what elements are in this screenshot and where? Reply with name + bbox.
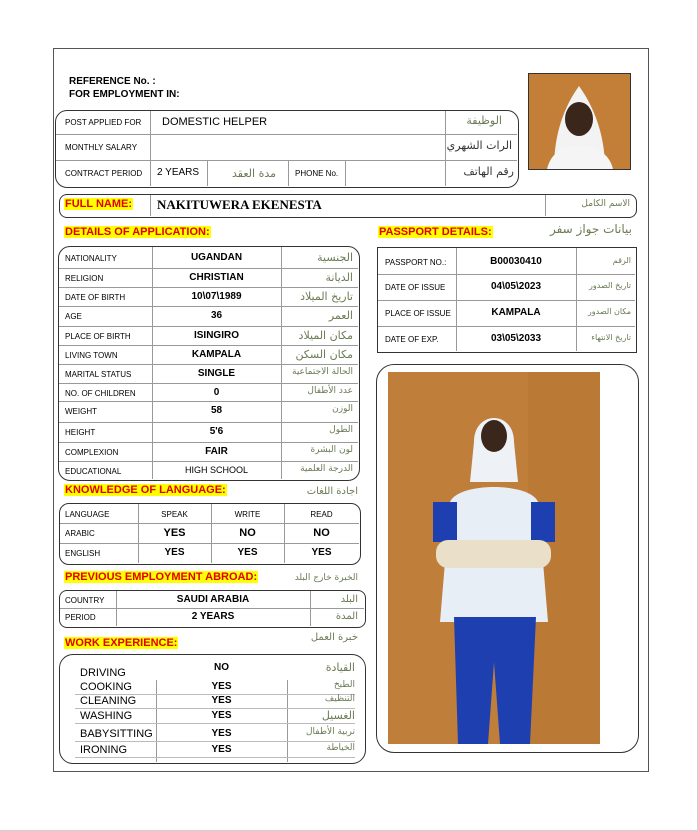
application-arabic: الديانة (325, 271, 353, 284)
work-value: YES (211, 744, 232, 755)
passport-label: DATE OF EXP. (385, 335, 439, 344)
application-arabic: الطول (329, 425, 353, 435)
application-value: 5'6 (209, 426, 224, 437)
lang-col-read: READ (310, 510, 333, 519)
work-value: YES (211, 681, 232, 692)
passport-value: KAMPALA (491, 307, 541, 318)
passport-value: 04\05\2023 (490, 281, 542, 292)
application-row-divider (59, 383, 358, 384)
application-arabic: الجنسية (317, 251, 353, 264)
previous-heading: PREVIOUS EMPLOYMENT ABROAD: (65, 571, 258, 583)
phone-label: PHONE No. (295, 169, 339, 178)
application-row-divider (59, 287, 358, 288)
application-label: NATIONALITY (65, 254, 117, 263)
application-label: HEIGHT (65, 428, 96, 437)
work-label: BABYSITTING (80, 728, 153, 740)
passport-arabic: مكان الصدور (587, 307, 631, 316)
application-row-divider (59, 422, 358, 423)
period-arabic: المدة (335, 611, 358, 622)
application-arabic: الدرجة العلمية (300, 464, 353, 474)
passport-label: DATE OF ISSUE (385, 283, 446, 292)
work-label: WASHING (80, 710, 133, 722)
passport-row-divider (378, 300, 635, 301)
language-heading-arabic: اجادة اللغات (306, 486, 358, 497)
application-label: LIVING TOWN (65, 351, 118, 360)
work-arabic: الطبخ (333, 680, 355, 690)
application-row-divider (59, 461, 358, 462)
full-body-image (388, 372, 600, 744)
passport-label: PASSPORT NO.: (385, 258, 447, 267)
contract-period-arabic: مدة العقد (232, 167, 276, 180)
passport-value: B00030410 (490, 256, 542, 267)
language-heading: KNOWLEDGE OF LANGUAGE: (65, 484, 226, 496)
application-row-divider (59, 442, 358, 443)
application-value: HIGH SCHOOL (184, 465, 248, 475)
english-read: YES (311, 547, 332, 558)
country-value: SAUDI ARABIA (176, 594, 250, 605)
application-arabic: الحالة الاجتماعية (292, 367, 353, 377)
application-arabic: تاريخ الميلاد (300, 290, 353, 303)
work-value: YES (211, 695, 232, 706)
lang-col-language: LANGUAGE (65, 510, 110, 519)
application-row-divider (59, 268, 358, 269)
application-arabic: مكان الميلاد (298, 329, 353, 342)
application-row-divider (59, 401, 358, 402)
english-speak: YES (164, 547, 185, 558)
work-label: COOKING (80, 681, 132, 693)
post-applied-label: POST APPLIED FOR (65, 118, 142, 127)
monthly-salary-label: MONTHLY SALARY (65, 143, 138, 152)
full-name-value: NAKITUWERA EKENESTA (157, 197, 322, 212)
application-value: KAMPALA (191, 349, 242, 360)
period-value: 2 YEARS (191, 611, 235, 622)
arabic-write: NO (239, 527, 256, 539)
work-value: NO (214, 662, 229, 673)
application-label: WEIGHT (65, 407, 97, 416)
application-value: CHRISTIAN (189, 272, 244, 283)
work-value: YES (211, 710, 232, 721)
application-row-divider (59, 326, 358, 327)
contract-period-value: 2 YEARS (157, 167, 200, 178)
passport-arabic: تاريخ الانتهاء (591, 333, 631, 342)
application-arabic: لون البشرة (310, 445, 353, 455)
passport-heading: PASSPORT DETAILS: (379, 226, 492, 238)
work-row-divider (75, 723, 355, 724)
application-row-divider (59, 345, 358, 346)
application-value: UGANDAN (190, 252, 243, 263)
work-row-divider (75, 741, 355, 742)
application-heading: DETAILS OF APPLICATION: (65, 226, 210, 238)
arabic-read: NO (313, 527, 330, 539)
period-label: PERIOD (65, 613, 96, 622)
work-heading-arabic: خبرة العمل (310, 632, 358, 643)
application-label: RELIGION (65, 274, 104, 283)
passport-value: 03\05\2033 (490, 333, 542, 344)
lang-col-speak: SPEAK (161, 510, 188, 519)
country-label: COUNTRY (65, 596, 105, 605)
full-name-arabic: الاسم الكامل (581, 199, 630, 209)
work-value: YES (211, 728, 232, 739)
contract-period-label: CONTRACT PERIOD (65, 169, 143, 178)
application-value: ISINGIRO (193, 330, 239, 341)
application-value: 0 (213, 387, 220, 398)
passport-arabic: تاريخ الصدور (589, 281, 631, 290)
country-arabic: البلد (340, 594, 358, 605)
work-arabic: الخياطة (326, 743, 355, 753)
lang-row-arabic: ARABIC (65, 529, 95, 538)
application-label: COMPLEXION (65, 448, 119, 457)
application-value: 58 (210, 405, 223, 416)
work-arabic: الغسيل (321, 709, 355, 722)
work-arabic: تربية الأطفال (305, 727, 355, 737)
previous-heading-arabic: الخبرة خارج البلد (294, 573, 358, 583)
application-label: NO. OF CHILDREN (65, 389, 136, 398)
work-heading: WORK EXPERIENCE: (65, 637, 178, 649)
headshot-image (529, 74, 630, 169)
application-value: 36 (210, 310, 223, 321)
passport-heading-arabic: بيانات جواز سفر (549, 222, 632, 236)
application-arabic: العمر (328, 309, 353, 322)
application-row-divider (59, 364, 358, 365)
reference-label: REFERENCE No. : (69, 76, 156, 87)
work-row-divider (75, 757, 355, 758)
work-arabic: التنظيف (324, 694, 355, 704)
application-value: SINGLE (197, 368, 236, 379)
application-label: MARITAL STATUS (65, 370, 132, 379)
phone-arabic: رقم الهاتف (463, 165, 514, 178)
work-arabic: القيادة (325, 661, 355, 674)
post-applied-arabic: الوظيفة (466, 114, 502, 127)
passport-label: PLACE OF ISSUE (385, 309, 451, 318)
application-arabic: عدد الأطفال (307, 386, 353, 396)
passport-row-divider (378, 326, 635, 327)
application-arabic: الوزن (332, 404, 353, 414)
english-write: YES (237, 547, 258, 558)
post-applied-value: DOMESTIC HELPER (162, 116, 268, 128)
work-label: DRIVING (80, 667, 126, 679)
application-row-divider (59, 306, 358, 307)
application-label: EDUCATIONAL (65, 467, 122, 476)
headshot-photo (528, 73, 631, 170)
work-label: CLEANING (80, 695, 137, 707)
full-body-photo (388, 372, 600, 744)
full-name-label: FULL NAME: (65, 198, 133, 210)
lang-col-write: WRITE (234, 510, 261, 519)
monthly-salary-arabic: الرات الشهري (446, 139, 512, 152)
work-label: IRONING (80, 744, 128, 756)
application-value: FAIR (205, 446, 228, 457)
arabic-speak: YES (163, 527, 186, 539)
passport-arabic: الرقم (612, 256, 631, 265)
application-label: DATE OF BIRTH (65, 293, 126, 302)
application-label: AGE (65, 312, 82, 321)
passport-row-divider (378, 274, 635, 275)
application-label: PLACE OF BIRTH (65, 332, 131, 341)
lang-row-english: ENGLISH (65, 549, 101, 558)
employment-label: FOR EMPLOYMENT IN: (69, 89, 180, 100)
application-arabic: مكان السكن (295, 348, 353, 361)
application-value: 10\07\1989 (191, 291, 242, 302)
